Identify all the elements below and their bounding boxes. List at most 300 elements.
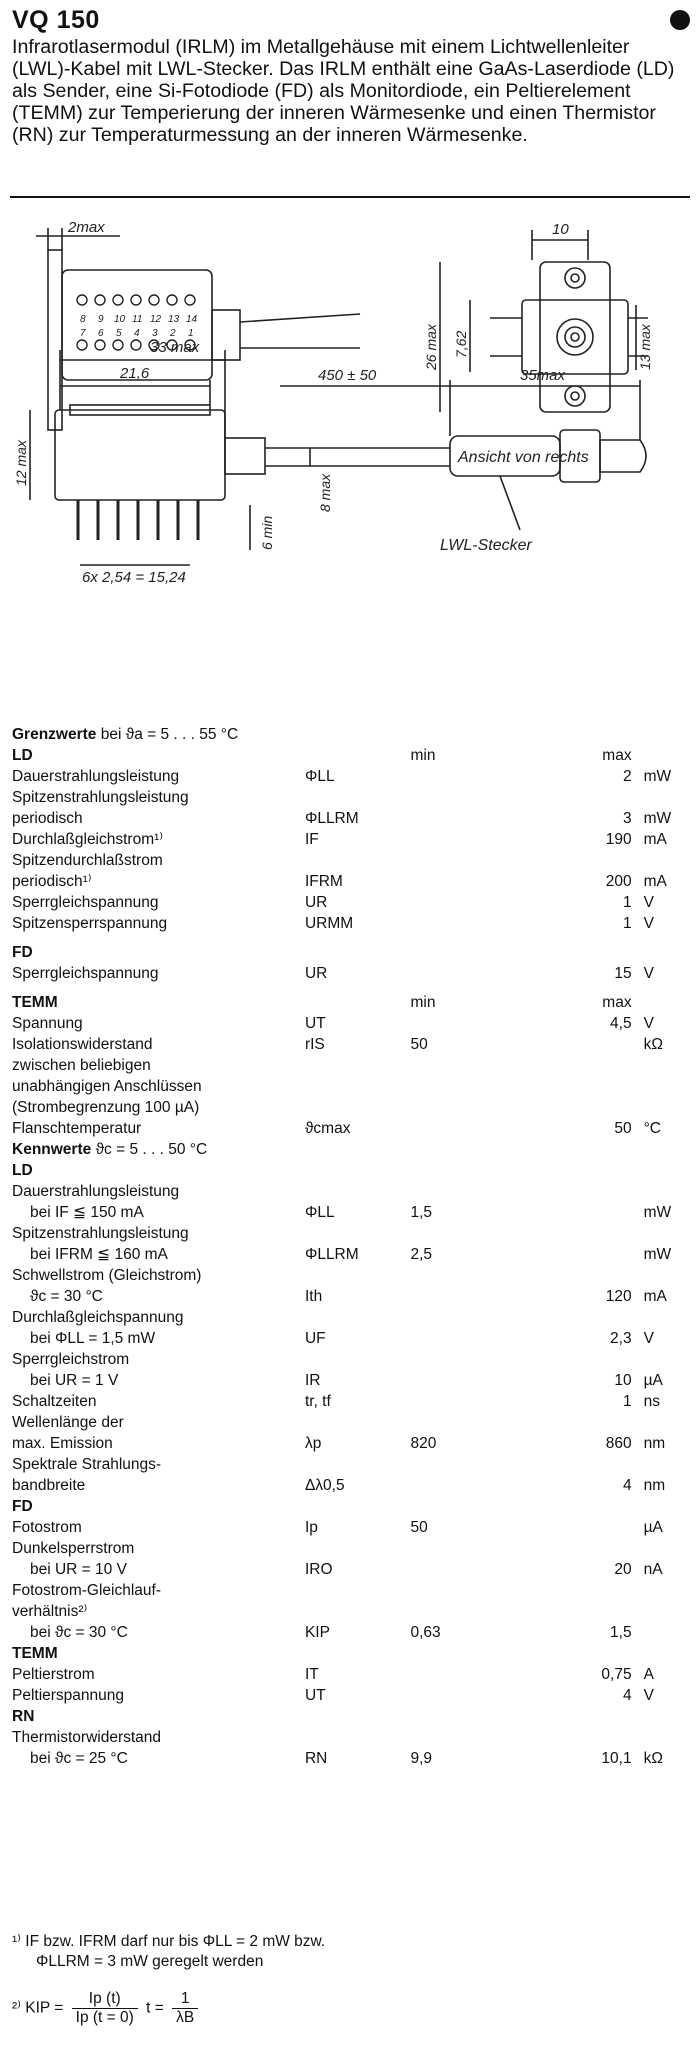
param-name: Durchlaßgleichstrom¹⁾ xyxy=(12,831,164,848)
param-unit: mW xyxy=(643,768,672,785)
param-unit xyxy=(644,1074,690,1095)
spec-row xyxy=(12,1662,690,1683)
param-max: 10,1 xyxy=(601,1750,632,1767)
blank-cell xyxy=(305,990,411,1011)
spec-row xyxy=(12,1746,690,1767)
spec-row xyxy=(12,1389,690,1410)
dim-2max: 2max xyxy=(68,219,105,236)
blank-cell xyxy=(644,940,690,961)
param-max xyxy=(519,1221,644,1242)
param-max: 10 xyxy=(614,1372,632,1389)
param-symbol xyxy=(305,1578,411,1599)
pin-label: 6 xyxy=(98,328,104,339)
param-max: 50 xyxy=(614,1120,632,1137)
spec-row xyxy=(12,1578,690,1599)
blank-cell xyxy=(305,1641,411,1662)
flange-right xyxy=(540,262,610,412)
param-symbol xyxy=(305,1452,411,1473)
param-max: 1 xyxy=(622,915,632,932)
temm-section xyxy=(12,990,690,1011)
footnote-2-lhs: KIP = xyxy=(25,1999,64,2017)
param-symbol xyxy=(305,1347,411,1368)
param-name: periodisch¹⁾ xyxy=(12,873,92,890)
param-name: Peltierstrom xyxy=(12,1666,95,1683)
param-name: (Strombegrenzung 100 µA) xyxy=(12,1099,200,1116)
param-max: 4,5 xyxy=(610,1015,632,1032)
grenzwerte-header-cell xyxy=(12,722,690,743)
param-max xyxy=(519,1074,644,1095)
param-name: Spitzendurchlaßstrom xyxy=(12,852,163,869)
param-name: Fotostrom-Gleichlauf- xyxy=(12,1582,162,1599)
param-symbol: ΦLLRM xyxy=(304,1246,359,1263)
param-min: 50 xyxy=(410,1036,428,1053)
spec-row xyxy=(12,1326,690,1347)
param-max xyxy=(519,785,644,806)
param-name: Durchlaßgleichspannung xyxy=(12,1309,184,1326)
param-min: 50 xyxy=(410,1519,428,1536)
footnote-2-marker: ²⁾ xyxy=(12,1999,21,2017)
fraction-denominator: λB xyxy=(176,2009,195,2026)
dim-6min: 6 min xyxy=(259,515,275,550)
param-unit xyxy=(644,1452,690,1473)
param-name: Peltierspannung xyxy=(12,1687,125,1704)
pin-label: 1 xyxy=(188,328,194,339)
blank-cell xyxy=(305,940,411,961)
footnote-1-line1: IF bzw. IFRM darf nur bis ΦLL = 2 mW bzw. xyxy=(25,1933,326,1950)
spec-row xyxy=(12,1200,690,1221)
param-name: Flanschtemperatur xyxy=(12,1120,142,1137)
dim-216: 21,6 xyxy=(120,365,150,382)
param-min xyxy=(410,1221,518,1242)
dim-33max: 33 max xyxy=(150,339,200,356)
param-min xyxy=(410,1305,518,1326)
param-symbol: ϑcmax xyxy=(304,1120,351,1137)
param-unit xyxy=(644,1410,690,1431)
spacer-cell xyxy=(12,932,690,940)
dim-35max: 35max xyxy=(520,367,566,384)
spec-row xyxy=(12,785,690,806)
param-name: bei IF ≦ 150 mA xyxy=(30,1204,144,1221)
param-symbol xyxy=(305,1053,411,1074)
param-name: bei ϑc = 25 °C xyxy=(30,1750,128,1767)
param-min xyxy=(410,1683,518,1704)
param-min: 820 xyxy=(410,1435,437,1452)
spec-row xyxy=(12,890,690,911)
param-unit: nm xyxy=(643,1435,666,1452)
param-symbol: UF xyxy=(304,1330,326,1347)
param-min xyxy=(410,1074,518,1095)
intro-text: Infrarotlasermodul (IRLM) im Metallgehäuse mit einem Lichtwellenleiter (LWL)-Kabel mit LWL-Stecker. Das IRLM enthält eine GaAs-Laserdiode (LD) als Sender, eine Si-Fotodiode (FD) als Monitordiode, ein Peltierelement (TEMM) zur Temperierung der inneren Wärmesenke und einen Thermistor (RN) zur Temperaturmessung an der inneren Wärmesenke. xyxy=(12,36,675,146)
connector-label: LWL-Stecker xyxy=(440,537,532,554)
section-label: RN xyxy=(12,1708,35,1725)
param-symbol: rIS xyxy=(304,1036,325,1053)
param-max xyxy=(519,1347,644,1368)
param-name: bei IFRM ≦ 160 mA xyxy=(30,1246,168,1263)
fraction-denominator: Ip (t = 0) xyxy=(75,2009,134,2026)
param-name: Dunkelsperrstrom xyxy=(12,1540,135,1557)
param-min xyxy=(410,961,518,982)
param-max xyxy=(519,1725,644,1746)
param-min xyxy=(410,1326,518,1347)
param-symbol xyxy=(305,1095,411,1116)
param-unit: V xyxy=(643,1687,654,1704)
param-symbol xyxy=(305,1599,411,1620)
dim-pitch: 6x 2,54 = 15,24 xyxy=(82,569,186,586)
max-header xyxy=(519,1158,644,1179)
pin-label: 10 xyxy=(114,314,126,325)
spec-row xyxy=(12,1620,690,1641)
min-header: min xyxy=(410,994,436,1011)
spec-row xyxy=(12,1305,690,1326)
section-label: TEMM xyxy=(12,1645,58,1662)
spec-row xyxy=(12,1368,690,1389)
param-unit: mA xyxy=(643,873,667,890)
section-label: FD xyxy=(12,1498,33,1515)
param-unit: nA xyxy=(643,1561,663,1578)
param-unit: V xyxy=(643,965,654,982)
dim-762: 7,62 xyxy=(453,330,469,358)
fd-section xyxy=(12,1494,690,1515)
spec-row xyxy=(12,1452,690,1473)
param-symbol: URMM xyxy=(304,915,354,932)
section-title: Kennwerte xyxy=(12,1141,92,1158)
param-min xyxy=(410,1179,518,1200)
param-max xyxy=(519,1179,644,1200)
param-name: Spitzenstrahlungsleistung xyxy=(12,1225,189,1242)
param-name: Schaltzeiten xyxy=(12,1393,97,1410)
param-name: bei ϑc = 30 °C xyxy=(30,1624,128,1641)
param-unit: mA xyxy=(643,1288,667,1305)
param-max: 120 xyxy=(605,1288,632,1305)
footnote-1 xyxy=(12,1932,688,1972)
param-max: 0,75 xyxy=(601,1666,632,1683)
param-min xyxy=(410,1011,518,1032)
param-min xyxy=(410,1284,518,1305)
param-max: 3 xyxy=(622,810,632,827)
param-symbol: IR xyxy=(304,1372,321,1389)
param-unit: nm xyxy=(643,1477,666,1494)
param-max xyxy=(519,1053,644,1074)
param-max: 4 xyxy=(622,1687,632,1704)
section-condition: ϑc = 5 . . . 50 °C xyxy=(95,1141,208,1158)
param-unit: A xyxy=(643,1666,654,1683)
param-max xyxy=(519,1578,644,1599)
spacer-cell xyxy=(12,982,690,990)
blank-cell xyxy=(305,1494,411,1515)
param-max xyxy=(519,848,644,869)
param-max: 20 xyxy=(614,1561,632,1578)
param-symbol: ΦLLRM xyxy=(304,810,359,827)
spec-row xyxy=(12,1431,690,1452)
spec-row xyxy=(12,961,690,982)
fraction-numerator: 1 xyxy=(172,1990,198,2009)
param-name: Spannung xyxy=(12,1015,83,1032)
param-max: 2 xyxy=(622,768,632,785)
param-symbol: ΦLL xyxy=(304,1204,335,1221)
grenzwerte-header xyxy=(12,722,690,743)
page-title: VQ 150 xyxy=(12,6,100,34)
param-symbol xyxy=(305,1536,411,1557)
param-symbol: Ip xyxy=(304,1519,318,1536)
blank-cell xyxy=(644,1158,690,1179)
param-name: ϑc = 30 °C xyxy=(30,1288,103,1305)
cable-gland-side xyxy=(225,438,265,474)
param-min xyxy=(410,1410,518,1431)
param-name: Wellenlänge der xyxy=(12,1414,124,1431)
param-name: Schwellstrom (Gleichstrom) xyxy=(12,1267,202,1284)
param-unit: kΩ xyxy=(643,1750,663,1767)
param-min xyxy=(410,1452,518,1473)
param-name: Sperrgleichspannung xyxy=(12,894,159,911)
dim-450: 450 ± 50 xyxy=(318,367,377,384)
param-unit: V xyxy=(643,1015,654,1032)
param-name: Fotostrom xyxy=(12,1519,82,1536)
param-min xyxy=(410,1725,518,1746)
param-symbol: λp xyxy=(304,1435,322,1452)
min-header xyxy=(410,1158,518,1179)
param-symbol xyxy=(305,1074,411,1095)
spec-row xyxy=(12,1410,690,1431)
param-min xyxy=(410,785,518,806)
pin-label: 4 xyxy=(134,328,140,339)
param-name: bei UR = 10 V xyxy=(30,1561,127,1578)
spec-row xyxy=(12,911,690,932)
param-min: 9,9 xyxy=(410,1750,433,1767)
param-name: zwischen beliebigen xyxy=(12,1057,151,1074)
param-unit: mW xyxy=(643,1246,672,1263)
param-unit xyxy=(644,848,690,869)
param-min xyxy=(410,827,518,848)
spec-row xyxy=(12,1347,690,1368)
param-name: Spitzensperrspannung xyxy=(12,915,168,932)
spacer-row xyxy=(12,982,690,990)
param-symbol: ΦLL xyxy=(304,768,335,785)
param-name: bei ΦLL = 1,5 mW xyxy=(30,1330,156,1347)
kennwerte-header-cell xyxy=(12,1137,690,1158)
param-name: unabhängigen Anschlüssen xyxy=(12,1078,202,1095)
kennwerte-header xyxy=(12,1137,690,1158)
param-min xyxy=(410,1347,518,1368)
max-header xyxy=(519,940,644,961)
param-name: Dauerstrahlungsleistung xyxy=(12,1183,180,1200)
fraction xyxy=(72,1990,138,2027)
max-header xyxy=(519,1641,644,1662)
pin-label: 9 xyxy=(98,314,104,325)
pin-label: 7 xyxy=(80,328,86,339)
spec-row xyxy=(12,848,690,869)
param-name: Dauerstrahlungsleistung xyxy=(12,768,180,785)
ld-section xyxy=(12,743,690,764)
param-max xyxy=(519,1200,644,1221)
param-min xyxy=(410,1389,518,1410)
dim-26max: 26 max xyxy=(423,324,439,370)
param-max: 200 xyxy=(605,873,632,890)
section-label: LD xyxy=(12,1162,33,1179)
dim-8max: 8 max xyxy=(317,473,333,512)
param-symbol xyxy=(305,1179,411,1200)
blank-cell xyxy=(305,1158,411,1179)
param-name: max. Emission xyxy=(12,1435,113,1452)
param-min: 2,5 xyxy=(410,1246,433,1263)
param-min xyxy=(410,869,518,890)
param-min xyxy=(410,1578,518,1599)
min-header: min xyxy=(410,747,436,764)
spec-row xyxy=(12,1536,690,1557)
param-symbol xyxy=(305,1725,411,1746)
max-header: max xyxy=(602,747,632,764)
spec-row xyxy=(12,827,690,848)
section-title: Grenzwerte xyxy=(12,726,97,743)
param-symbol: UT xyxy=(304,1687,326,1704)
spec-row xyxy=(12,1473,690,1494)
param-name: Isolationswiderstand xyxy=(12,1036,153,1053)
param-symbol: IFRM xyxy=(304,873,343,890)
module-body-side xyxy=(55,410,225,500)
param-unit: V xyxy=(643,894,654,911)
spec-row xyxy=(12,1032,690,1053)
param-unit xyxy=(644,1095,690,1116)
blank-cell xyxy=(644,990,690,1011)
param-symbol xyxy=(305,848,411,869)
param-symbol: UR xyxy=(304,894,328,911)
fraction xyxy=(172,1990,198,2027)
param-name: Thermistorwiderstand xyxy=(12,1729,162,1746)
param-min xyxy=(410,911,518,932)
blank-cell xyxy=(305,1704,411,1725)
spec-row xyxy=(12,1116,690,1137)
param-unit: mW xyxy=(643,1204,672,1221)
spec-row xyxy=(12,1263,690,1284)
param-unit: ns xyxy=(643,1393,660,1410)
blank-cell xyxy=(644,1704,690,1725)
param-unit: µA xyxy=(643,1372,663,1389)
param-max xyxy=(519,1599,644,1620)
param-max: 1 xyxy=(622,894,632,911)
param-symbol: UT xyxy=(304,1015,326,1032)
section-condition: bei ϑa = 5 . . . 55 °C xyxy=(100,726,239,743)
param-max: 4 xyxy=(622,1477,632,1494)
param-min: 0,63 xyxy=(410,1624,441,1641)
param-unit xyxy=(644,785,690,806)
param-max: 1,5 xyxy=(610,1624,632,1641)
param-unit: mW xyxy=(643,810,672,827)
spec-row xyxy=(12,1599,690,1620)
param-min xyxy=(410,1095,518,1116)
cable-gland-top xyxy=(212,310,240,360)
pin-label: 14 xyxy=(186,314,198,325)
param-max: 190 xyxy=(605,831,632,848)
pin-label: 2 xyxy=(170,328,176,339)
pin-label: 3 xyxy=(152,328,158,339)
param-min xyxy=(410,1263,518,1284)
min-header xyxy=(410,940,518,961)
param-symbol: RN xyxy=(304,1750,328,1767)
param-unit xyxy=(644,1347,690,1368)
spec-row xyxy=(12,1011,690,1032)
temm-section xyxy=(12,1641,690,1662)
spec-row xyxy=(12,1515,690,1536)
param-symbol: KIP xyxy=(304,1624,330,1641)
view-label: Ansicht von rechts xyxy=(458,449,589,466)
rn-section xyxy=(12,1704,690,1725)
dim-10: 10 xyxy=(552,221,569,238)
min-header xyxy=(410,1494,518,1515)
param-max: 15 xyxy=(614,965,632,982)
fraction-numerator: Ip (t) xyxy=(72,1990,138,2009)
pin-label: 8 xyxy=(80,314,86,325)
param-symbol: IRO xyxy=(304,1561,333,1578)
param-unit xyxy=(644,1620,690,1641)
module-body-top xyxy=(62,270,212,380)
param-symbol xyxy=(305,1410,411,1431)
param-name: verhältnis²⁾ xyxy=(12,1603,88,1620)
spec-row xyxy=(12,1284,690,1305)
dim-12max: 12 max xyxy=(13,440,29,486)
section-label: TEMM xyxy=(12,994,58,1011)
param-max xyxy=(519,1032,644,1053)
param-min: 1,5 xyxy=(410,1204,433,1221)
param-unit xyxy=(644,1305,690,1326)
param-symbol: Δλ0,5 xyxy=(304,1477,345,1494)
param-unit: mA xyxy=(643,831,667,848)
param-name: Spektrale Strahlungs- xyxy=(12,1456,162,1473)
param-max xyxy=(519,1410,644,1431)
param-unit: µA xyxy=(643,1519,663,1536)
param-unit: °C xyxy=(643,1120,661,1137)
footnote-1-line2: ΦLLRM = 3 mW geregelt werden xyxy=(36,1953,264,1970)
spec-row xyxy=(12,1725,690,1746)
param-symbol: Ith xyxy=(304,1288,323,1305)
param-unit xyxy=(644,1725,690,1746)
param-max xyxy=(519,1452,644,1473)
param-unit xyxy=(644,1053,690,1074)
param-max xyxy=(519,1095,644,1116)
param-min xyxy=(410,848,518,869)
param-symbol: IT xyxy=(304,1666,319,1683)
blank-cell xyxy=(305,743,411,764)
param-unit xyxy=(644,1221,690,1242)
param-name: bandbreite xyxy=(12,1477,86,1494)
pin-label: 12 xyxy=(150,314,162,325)
param-symbol: tr, tf xyxy=(304,1393,331,1410)
spec-row xyxy=(12,869,690,890)
param-max xyxy=(519,1263,644,1284)
spec-row xyxy=(12,806,690,827)
param-unit: V xyxy=(643,915,654,932)
dim-13max: 13 max xyxy=(637,324,653,370)
spec-row xyxy=(12,1074,690,1095)
min-header xyxy=(410,1641,518,1662)
param-name: Sperrgleichspannung xyxy=(12,965,159,982)
param-symbol xyxy=(305,1263,411,1284)
blank-cell xyxy=(644,1641,690,1662)
param-unit xyxy=(644,1263,690,1284)
max-header xyxy=(519,1704,644,1725)
param-max xyxy=(519,1515,644,1536)
param-unit xyxy=(644,1599,690,1620)
max-header: max xyxy=(602,994,632,1011)
spec-row xyxy=(12,1179,690,1200)
spec-row xyxy=(12,764,690,785)
param-min xyxy=(410,1599,518,1620)
param-min xyxy=(410,1053,518,1074)
param-min xyxy=(410,1662,518,1683)
param-max xyxy=(519,1536,644,1557)
param-name: periodisch xyxy=(12,810,83,827)
footnote-2 xyxy=(12,1990,688,2027)
spec-row xyxy=(12,1683,690,1704)
spec-row xyxy=(12,1242,690,1263)
